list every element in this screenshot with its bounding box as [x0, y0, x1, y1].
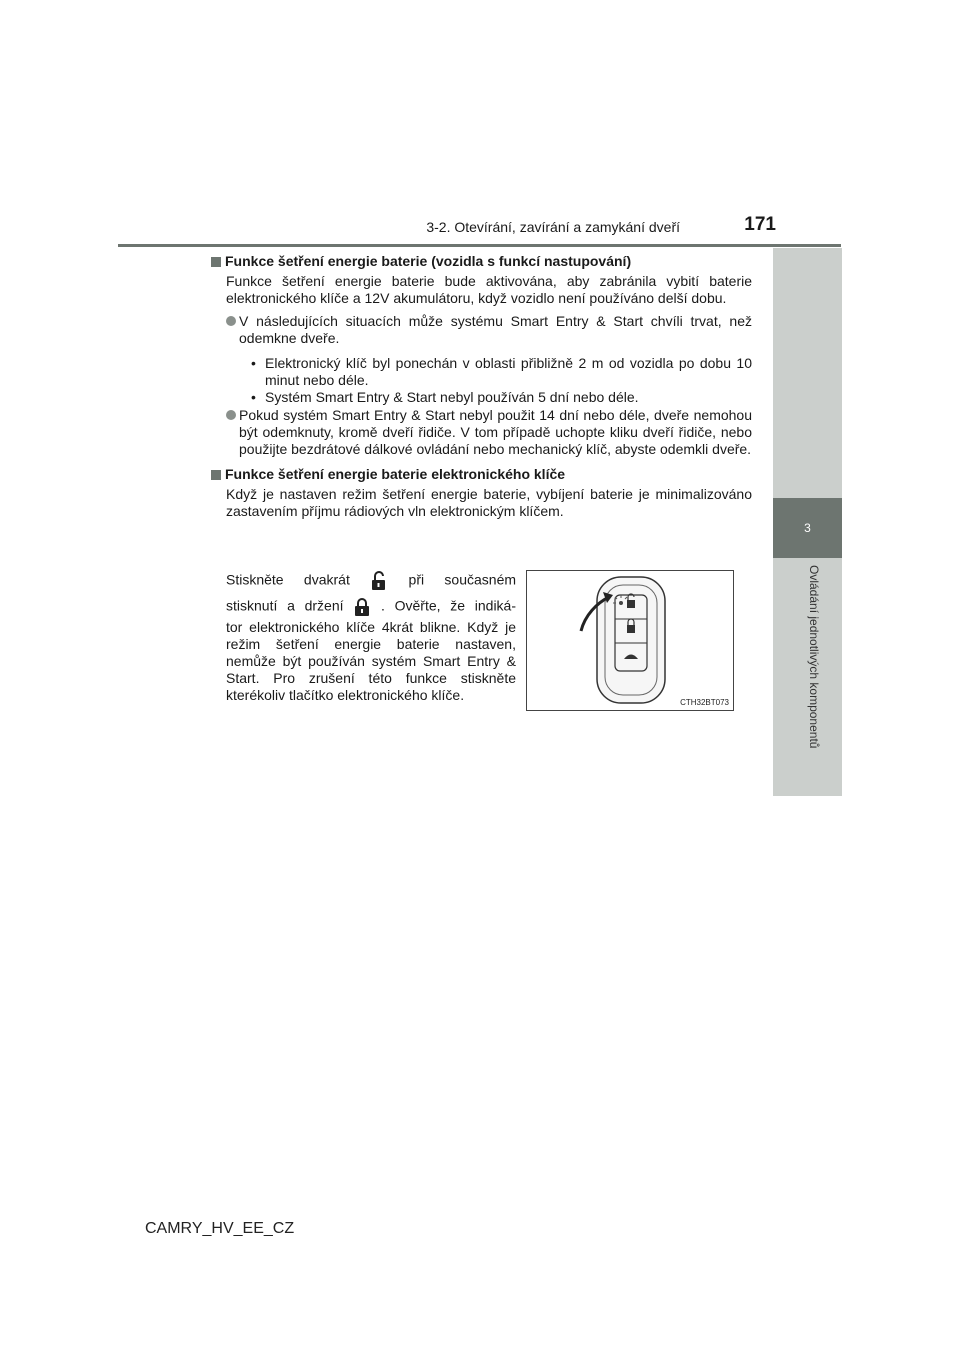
sub-list-item-text: Elektronický klíč byl ponechán v oblasti přibližně 2 m od vozidla po dobu 10 minut nebo déle.	[265, 355, 752, 388]
header-rule	[118, 244, 841, 247]
chapter-number: 3	[804, 521, 811, 535]
instruction-fragment: Stiskněte dvakrát	[226, 571, 350, 588]
key-fob-illustration	[527, 571, 733, 710]
running-header-title: 3-2. Otevírání, zavírání a zamykání dveří	[426, 219, 680, 235]
figure-code: CTH32BT073	[680, 698, 729, 707]
instruction-line	[226, 597, 516, 617]
circle-bullet-icon	[226, 316, 236, 326]
unlock-icon	[370, 571, 388, 591]
section-heading-text: Funkce šetření energie baterie elektronického klíče	[225, 466, 566, 482]
main-content	[211, 253, 752, 520]
sub-list-item	[251, 355, 752, 389]
paragraph: Když je nastaven režim šetření energie baterie, vybíjení baterie je minimalizováno zastavením příjmu rádiových vln elektronickým klíčem.	[226, 486, 752, 519]
sub-list-item-text: Systém Smart Entry & Start nebyl používán 5 dní nebo déle.	[265, 389, 639, 405]
square-bullet-icon	[211, 470, 221, 480]
page-number: 171	[744, 214, 776, 235]
dot-bullet-icon: •	[251, 389, 256, 405]
instruction-fragment: stisknutí a držení	[226, 597, 344, 614]
instruction-fragment: při současném	[408, 571, 517, 588]
instruction-fragment: . Ověřte, že indiká-	[380, 597, 516, 614]
instruction-rest: tor elektronického klíče 4krát blikne. Když je režim šetření energie baterie nastaven, nemůže být používán systém Smart Entry & Start. Pro zrušení této funkce stiskněte kterékoliv tlačítko elektronického klíče.	[226, 619, 516, 703]
key-fob-figure	[526, 570, 734, 711]
list-item	[226, 407, 752, 458]
instruction-text	[226, 571, 516, 704]
instruction-line	[226, 571, 516, 591]
list-item-text: Pokud systém Smart Entry & Start nebyl použit 14 dní nebo déle, dveře nemohou být odemknuty, kromě dveří řidiče. V tom případě uchopte kliku dveří řidiče, nebo použijte bezdrátové dálkové ovládání nebo mechanický klíč, abyste odemkli dveře.	[239, 407, 752, 457]
list-item	[226, 313, 752, 347]
chapter-tab	[773, 498, 842, 558]
square-bullet-icon	[211, 257, 221, 267]
lock-icon	[353, 597, 371, 617]
paragraph: Funkce šetření energie baterie bude aktivována, aby zabránila vybití baterie elektronického klíče a 12V akumulátoru, když vozidlo není používáno delší dobu.	[226, 273, 752, 306]
section-heading	[211, 253, 752, 270]
dot-bullet-icon: •	[251, 355, 256, 371]
list-item-text: V následujících situacích může systému Smart Entry & Start chvíli trvat, než odemkne dveře.	[239, 313, 752, 346]
chapter-label: Ovládání jednotlivých komponentů	[807, 565, 821, 749]
section-heading	[211, 466, 752, 483]
sub-list-item	[251, 389, 752, 406]
side-bar-top	[773, 248, 842, 498]
footer-model-code: CAMRY_HV_EE_CZ	[145, 1220, 295, 1237]
section-heading-text: Funkce šetření energie baterie (vozidla s funkcí nastupování)	[225, 253, 632, 269]
circle-bullet-icon	[226, 410, 236, 420]
